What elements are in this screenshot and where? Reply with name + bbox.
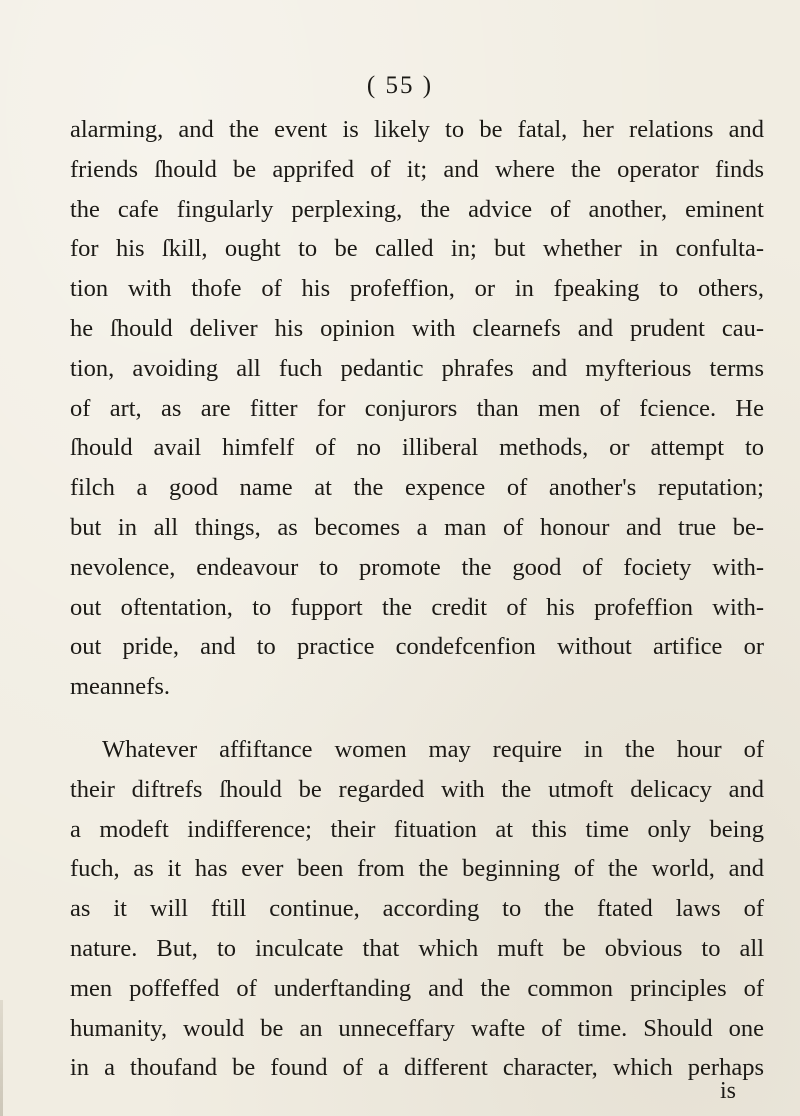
text-line: Whatever affiftance women may require in the hour of (102, 736, 764, 763)
text-line: the cafe fingularly perplexing, the advice of another, eminent (70, 195, 764, 223)
text-line: of art, as are fitter for conjurors than men of fcience. He (70, 394, 764, 422)
text-line: nature. But, to inculcate that which muft be obvious to all (70, 934, 764, 962)
text-line: out pride, and to practice condefcenfion without artifice or (70, 633, 764, 661)
paragraph-1 (70, 110, 764, 707)
text-line: he ſhould deliver his opinion with clearnefs and prudent cau- (70, 314, 764, 342)
text-line: out oftentation, to fupport the credit of his profeffion with- (70, 593, 764, 621)
page-edge-shadow (0, 1000, 3, 1116)
text-line: meannefs. (70, 673, 170, 701)
text-line: a modeft indifference; their fituation at this time only being (70, 815, 764, 843)
text-line: but in all things, as becomes a man of honour and true be- (70, 513, 764, 541)
text-line: men poffeffed of underftanding and the common principles of (70, 974, 764, 1002)
text-line: tion, avoiding all fuch pedantic phrafes and myfterious terms (70, 354, 764, 382)
text-line: filch a good name at the expence of another's reputation; (70, 474, 764, 502)
text-line: nevolence, endeavour to promote the good of fociety with- (70, 553, 764, 581)
text-line: fuch, as it has ever been from the beginning of the world, and (70, 855, 764, 883)
text-line: friends ſhould be apprifed of it; and where the operator finds (70, 155, 764, 183)
page-number: ( 55 ) (366, 72, 434, 99)
text-line: ſhould avail himfelf of no illiberal methods, or attempt to (70, 434, 764, 462)
text-line: alarming, and the event is likely to be fatal, her relations and (70, 116, 764, 143)
paragraph-2 (70, 730, 764, 1088)
text-line: for his ſkill, ought to be called in; but whether in confulta- (70, 235, 764, 263)
text-line: as it will ftill continue, according to the ftated laws of (70, 895, 764, 923)
text-line: tion with thofe of his profeffion, or in fpeaking to others, (70, 275, 764, 303)
text-line: in a thoufand be found of a different character, which perhaps (70, 1054, 764, 1082)
text-line: humanity, would be an unneceffary wafte of time. Should one (70, 1014, 764, 1042)
text-line: their diftrefs ſhould be regarded with the utmoft delicacy and (70, 775, 764, 803)
catchword: is (720, 1078, 737, 1104)
